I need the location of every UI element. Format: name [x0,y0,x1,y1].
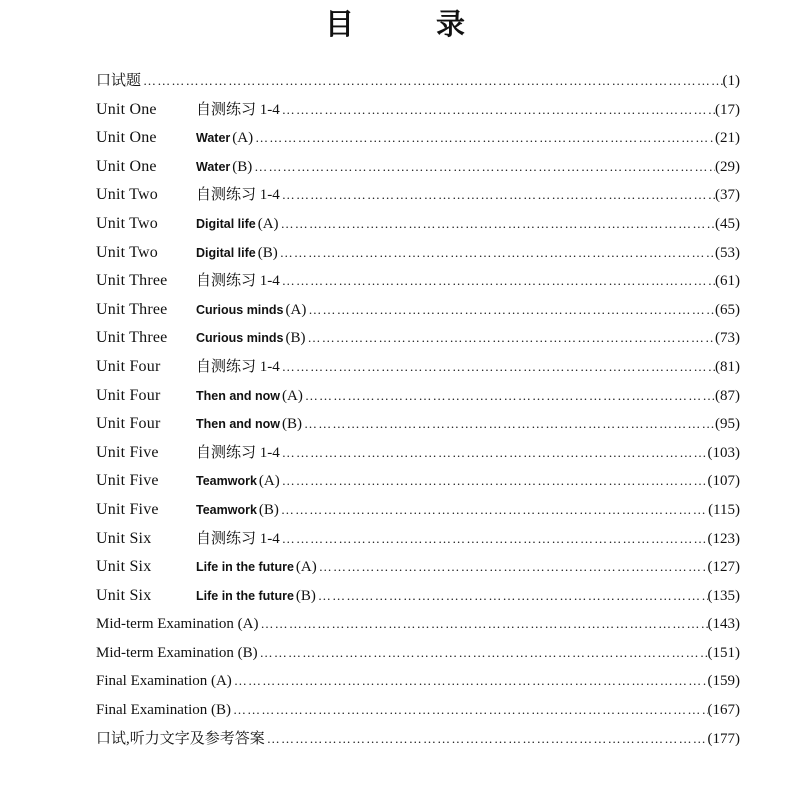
toc-entry[interactable] [96,696,740,725]
dot-leader [258,610,707,639]
toc-entry-page-number: (107) [707,473,740,490]
toc-entry-unit: Unit Four [96,415,161,433]
toc-entry-title: Final Examination (A) [96,673,232,690]
toc-entry-part: (B) [285,330,306,347]
toc-entry-page-number: (53) [715,244,740,261]
dot-leader [252,153,715,182]
toc-entry-section: Curious minds [196,302,284,317]
toc-entry-section: 自测练习 1-4 [196,358,280,375]
toc-entry-unit: Unit Five [96,500,159,518]
toc-entry-unit: Unit Two [96,214,158,232]
toc-entry-unit: Unit One [96,100,157,118]
toc-entry-section: Teamwork [196,502,257,517]
toc-entry-section: 自测练习 1-4 [196,273,280,290]
toc-entry-page-number: (21) [715,130,740,147]
toc-entry-unit: Unit Six [96,529,152,547]
toc-entry-part: (A) [282,387,303,404]
toc-entry-section: 自测练习 1-4 [196,530,280,547]
dot-leader [232,667,708,696]
toc-entry-section: Water [196,159,231,174]
dot-leader [265,725,708,754]
toc-entry-part: (A) [232,130,254,147]
dot-leader [280,353,715,382]
toc-entry[interactable] [96,667,740,696]
toc-entry[interactable] [96,582,740,611]
toc-entry-section: Digital life [196,245,256,260]
toc-entry-section: Teamwork [196,474,257,489]
toc-entry-section: Digital life [196,216,256,231]
toc-entry-page-number: (135) [707,587,740,604]
toc-entry-page-number: (17) [715,101,740,118]
toc-entry-page-number: (1) [722,73,740,89]
toc-entry[interactable] [96,239,740,268]
toc-entry-title: 口试题 [96,73,142,89]
toc-entry-section: 自测练习 1-4 [196,444,280,461]
toc-entry-page-number: (45) [715,215,740,232]
toc-entry[interactable] [96,439,740,468]
dot-leader [302,410,715,439]
toc-entry-part: (A) [257,215,279,232]
toc-entry[interactable] [96,610,740,639]
toc-entry[interactable] [96,181,740,210]
toc-entry-page-number: (37) [715,187,740,204]
toc-entry-section: Curious minds [196,331,284,346]
toc-entry-unit: Unit Two [96,186,158,204]
dot-leader [280,467,708,496]
toc-entry[interactable] [96,467,740,496]
toc-entry-section: Life in the future [196,560,294,575]
dot-leader [279,210,715,239]
toc-entry-section: 自测练习 1-4 [196,101,280,118]
toc-entry-part: (A) [285,301,307,318]
toc-entry-section: Then and now [196,388,281,403]
toc-entry-page-number: (177) [707,730,740,747]
dot-leader [306,324,715,353]
toc-entry-unit: Unit Four [96,357,161,375]
toc-entry[interactable] [96,67,740,96]
toc-entry-unit: Unit One [96,157,157,175]
toc-entry[interactable] [96,267,740,296]
dot-leader [231,696,708,725]
toc-entry-unit: Unit Three [96,272,168,290]
toc-entry-page-number: (115) [708,501,740,518]
toc-entry-unit: Unit Four [96,386,161,404]
toc-entry[interactable] [96,353,740,382]
toc-entry-page-number: (123) [707,530,740,547]
toc-entry-section: Then and now [196,417,281,432]
dot-leader [280,96,715,125]
toc-entry-part: (B) [282,416,303,433]
dot-leader [280,525,708,554]
toc-entry-page-number: (143) [707,616,740,633]
toc-entry[interactable] [96,382,740,411]
toc-entry-title: Mid-term Examination (B) [96,644,258,661]
toc-entry-part: (B) [257,244,278,261]
toc-entry-unit: Unit Six [96,586,152,604]
toc-entry[interactable] [96,296,740,325]
dot-leader [278,239,715,268]
dot-leader [280,181,715,210]
toc-entry-unit: Unit Six [96,558,152,576]
dot-leader [258,639,708,668]
dot-leader [306,296,715,325]
toc-entry[interactable] [96,639,740,668]
toc-entry-part: (B) [258,501,279,518]
toc-entry-page-number: (87) [715,387,740,404]
toc-entry-section: Life in the future [196,588,294,603]
toc-entry-page-number: (73) [715,330,740,347]
toc-entry-part: (B) [232,158,253,175]
toc-entry[interactable] [96,153,740,182]
toc-entry[interactable] [96,96,740,125]
table-of-contents [96,67,740,753]
toc-entry-title: Mid-term Examination (A) [96,616,259,633]
toc-entry-part: (B) [295,587,316,604]
toc-entry-page-number: (29) [715,158,740,175]
toc-entry-page-number: (103) [707,444,740,461]
toc-entry-unit: Unit Five [96,472,159,490]
dot-leader [303,382,715,411]
toc-entry-unit: Unit Two [96,243,158,261]
toc-entry[interactable] [96,124,740,153]
dot-leader [141,67,722,96]
toc-entry-title: Final Examination (B) [96,702,231,719]
toc-entry[interactable] [96,324,740,353]
toc-entry[interactable] [96,410,740,439]
toc-entry-page-number: (95) [715,416,740,433]
dot-leader [280,267,715,296]
dot-leader [279,496,708,525]
toc-entry-page-number: (61) [715,273,740,290]
toc-entry-page-number: (159) [707,673,740,690]
toc-entry-part: (A) [258,473,280,490]
toc-entry-page-number: (127) [707,559,740,576]
dot-leader [280,439,708,468]
toc-entry-unit: Unit Five [96,443,159,461]
toc-entry-unit: Unit Three [96,300,168,318]
dot-leader [317,553,708,582]
toc-entry[interactable] [96,496,740,525]
toc-entry[interactable] [96,553,740,582]
toc-entry[interactable] [96,210,740,239]
page-title: 目 录 [324,7,502,41]
toc-entry-section: Water [196,131,231,146]
toc-entry-unit: Unit One [96,129,157,147]
toc-entry-page-number: (65) [715,301,740,318]
toc-entry[interactable] [96,725,740,754]
toc-entry[interactable] [96,525,740,554]
toc-entry-title: 口试,听力文字及参考答案 [96,730,265,747]
toc-entry-page-number: (167) [707,702,740,719]
toc-entry-section: 自测练习 1-4 [196,187,280,204]
toc-entry-page-number: (151) [707,644,740,661]
dot-leader [253,124,715,153]
toc-entry-part: (A) [295,559,317,576]
toc-entry-page-number: (81) [715,358,740,375]
dot-leader [316,582,708,611]
toc-entry-unit: Unit Three [96,329,168,347]
